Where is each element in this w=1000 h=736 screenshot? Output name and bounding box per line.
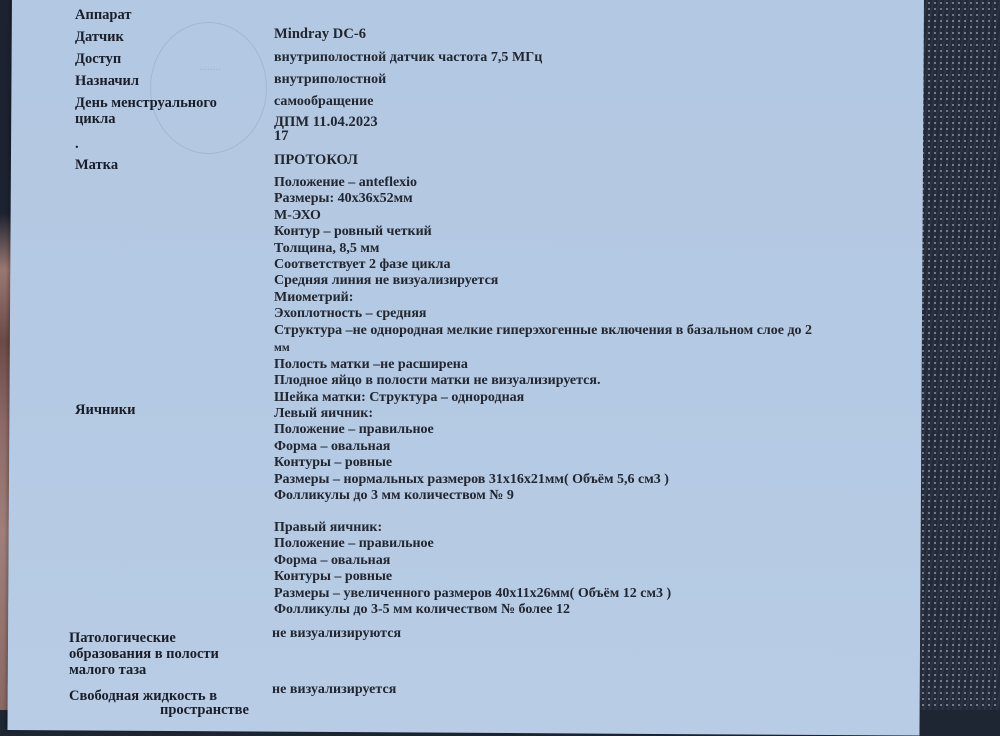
label-free-fluid: Свободная жидкость в	[69, 688, 218, 704]
uterus-line: Соответствует 2 фазе цикла	[274, 257, 451, 273]
value-access: внутриполостной датчик частота 7,5 МГц	[274, 50, 543, 65]
right-ovary-line: Фолликулы до 3-5 мм количеством № более 12	[274, 602, 570, 618]
uterus-line: М-ЭХО	[274, 207, 321, 223]
uterus-line: Эхоплотность – средняя	[274, 306, 427, 322]
left-ovary-line: Положение – правильное	[274, 422, 434, 438]
left-ovary-line: Размеры – нормальных размеров 31x16x21мм( Объём 5,6 см3 )	[274, 471, 669, 487]
left-ovary-findings	[274, 406, 669, 504]
value-referred-by: внутриполостной	[274, 72, 387, 87]
value-day-number: 17	[274, 128, 289, 144]
left-ovary-line: Левый яичник:	[274, 406, 374, 421]
value-dpm: ДПМ 11.04.2023	[274, 114, 378, 130]
left-ovary-line: Контуры – ровные	[274, 455, 393, 471]
label-uterus: Матка	[75, 157, 119, 173]
uterus-line: Средняя линия не визуализируется	[274, 273, 499, 289]
uterus-line: мм	[274, 342, 290, 355]
right-ovary-line: Размеры – увеличенного размеров 40x11x26мм( Объём 12 см3 )	[274, 585, 672, 601]
uterus-line: Толщина, 8,5 мм	[274, 240, 380, 256]
uterus-findings	[274, 175, 812, 406]
uterus-line: Размеры: 40x36x52мм	[274, 191, 413, 207]
right-ovary-findings	[274, 520, 671, 618]
value-cycle-day: самообращение	[274, 94, 374, 109]
right-ovary-line: Форма – овальная	[274, 552, 391, 568]
label-free-fluid-clipped: пространстве	[160, 702, 249, 718]
uterus-line: Положение – anteflexio	[274, 175, 418, 190]
dot-mark: .	[75, 136, 79, 152]
stamp-text: ........	[198, 62, 222, 73]
left-ovary-line: Форма – овальная	[274, 438, 391, 454]
protocol-title: ПРОТОКОЛ	[274, 152, 359, 168]
label-ovaries: Яичники	[75, 402, 136, 418]
label-apparatus: Аппарат	[75, 7, 132, 23]
label-pathology: Патологические образования в полости малого таза	[69, 630, 219, 678]
uterus-line: Структура –не однородная мелкие гиперэхогенные включения в базальном слое до 2	[274, 322, 813, 338]
uterus-line: Шейка матки: Структура – однородная	[274, 389, 525, 405]
uterus-line: Миометрий:	[274, 289, 354, 305]
uterus-line: Контур – ровный четкий	[274, 224, 432, 240]
uterus-line: Полость матки –не расширена	[274, 357, 468, 373]
right-ovary-line: Контуры – ровные	[274, 569, 393, 585]
label-referred-by: Назначил	[75, 73, 140, 89]
right-ovary-line: Правый яичник:	[274, 520, 383, 535]
uterus-line: Плодное яйцо в полости матки не визуализируется.	[274, 373, 601, 389]
left-ovary-line: Фолликулы до 3 мм количеством № 9	[274, 488, 514, 504]
right-ovary-line: Положение – правильное	[274, 536, 434, 552]
label-sensor: Датчик	[75, 29, 124, 45]
label-access: Доступ	[75, 51, 122, 67]
value-pathology: не визуализируются	[272, 626, 402, 641]
value-sensor: Mindray DC-6	[274, 26, 367, 42]
value-free-fluid: не визуализируется	[272, 682, 397, 697]
label-cycle-day: День менструального цикла	[75, 95, 217, 127]
